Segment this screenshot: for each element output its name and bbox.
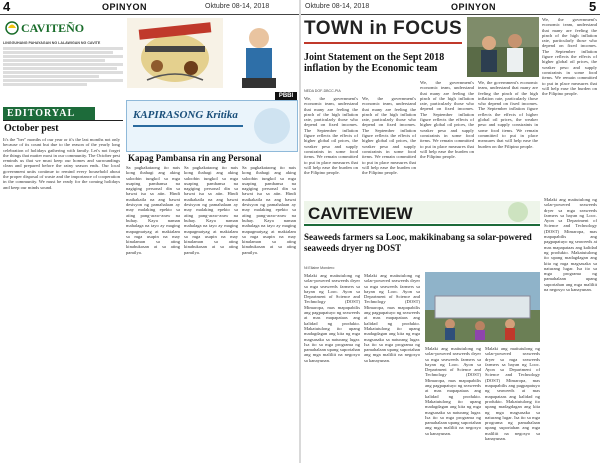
column-body-1: Sa pagkakataong ito nais kong ibahagi ang aking saloobin tungkol sa mga usaping pambansa na nagiging personal din sa bawat isa sa atin. Hindi maikakaila na ang bawat desisyon ng pamahalaan ay may malaking epekto sa ating pang-araw-araw na buhay. Kaya naman mahalaga na tayo ay maging mapagmatyag at makialam sa mga usapin na may kinalaman sa ating kinabukasan at sa ating pamilya. — [126, 165, 180, 255]
section-name: OPINYON — [102, 2, 148, 12]
focus-body-4: We, the government's economic team, understand that many are feeling the pinch of the high inflation rate, particularly those who depend on fixed incomes. The September inflation figure reflects the effects of higher global oil prices, the weaker peso and supply constraints in some food items. We remain committed to put in place measures that will help ease the burden on the Filipino people. — [478, 80, 538, 149]
caviteview-logo: CAVITEVIEW — [308, 204, 413, 223]
caviteno-logo — [4, 17, 90, 39]
editorial-body: It's the "ber" months of our year or it's the last months not only because of its count but due to the reason of the yearly long celebration of holidays gathering with family. Let's not forget the things that matter most in our community. The October pest reminds us that we must keep our homes and surroundings clean and prepared before the rainy season ends. Our local government units continue to remind every household about the proper disposal of waste and the importance of cooperation in the community. We must be ready for the coming holidays and keep our minds sound. — [3, 137, 120, 190]
caviteview-body-1: Malaki ang maitutulong ng solar-powered seaweeds dryer sa mga seaweeds farmers sa bayan ng Looc. Ayon sa Department of Science and Technology (DOST) Mimaropa, mas mapapabilis ang pagpapatuyo ng seaweeds at mas mapapataas ang kalidad ng produkto. Makatutulong ito upang madagdagan ang kita ng mga magsasaka sa naturang lugar. Isa ito sa mga programa ng pamahalaan upang suportahan ang mga maliliit na negosyo sa kanayunan. — [304, 273, 360, 363]
focus-body-2: We, the government's economic team, understand that many are feeling the pinch of the high inflation rate, particularly those who depend on fixed incomes. The September inflation figure reflects the effects of higher global oil prices, the weaker peso and supply constraints in some food items. We remain committed to put in place measures that will help ease the burden on the Filipino people. — [362, 96, 416, 176]
caviteview-byline: Ni Ellaine Mondero — [304, 266, 335, 270]
staff-box — [3, 41, 123, 105]
page-number: 4 — [3, 0, 11, 14]
caviteview-banner — [304, 197, 540, 229]
staff-box-title: LINGGUHANG PAHAYAGAN NG LALAWIGAN NG CAVITE — [3, 41, 101, 45]
caviteview-body-4: Malaki ang maitutulong ng solar-powered seaweeds dryer sa mga seaweeds farmers sa bayan ng Looc. Ayon sa Department of Science and Technology (DOST) Mimaropa, mas mapapabilis ang pagpapatuyo ng seaweeds at mas mapapataas ang kalidad ng produkto. Makatutulong ito upang madagdagan ang kita ng mga magsasaka sa naturang lugar. Isa ito sa mga programa ng pamahalaan upang suportahan ang mga maliliit na negosyo sa kanayunan. — [485, 346, 540, 442]
seaweed-dryer-photo — [425, 272, 540, 342]
town-in-focus-masthead — [304, 17, 464, 45]
caviteno-logo-text: CAVITEÑO — [21, 21, 85, 35]
cartoon-figure — [228, 20, 290, 92]
editorial-label — [3, 107, 95, 120]
focus-byline: NEDA DOF-DBCC-PIA — [304, 89, 341, 93]
town-in-focus-title: TOWN in FOCUS — [304, 18, 463, 39]
editorial-rule — [3, 120, 123, 121]
caviteview-headline: Seaweeds farmers sa Looc, makikinabang sa solar-powered seaweeds dryer ng DOST — [304, 232, 532, 253]
right-page — [301, 0, 600, 463]
caviteview-body-3: Malaki ang maitutulong ng solar-powered seaweeds dryer sa mga seaweeds farmers sa bayan ng Looc. Ayon sa Department of Science and Technology (DOST) Mimaropa, mas mapapabilis ang pagpapatuyo ng seaweeds at mas mapapataas ang kalidad ng produkto. Makatutulong ito upang madagdagan ang kita ng mga magsasaka sa naturang lugar. Isa ito sa mga programa ng pamahalaan upang suportahan ang mga maliliit na negosyo sa kanayunan. — [425, 346, 481, 436]
focus-body-5: We, the government's economic team, understand that many are feeling the pinch of the high inflation rate, particularly those who depend on fixed incomes. The September inflation figure reflects the effects of higher global oil prices, the weaker peso and supply constraints in some food items. We remain committed to put in place measures that will help ease the burden on the Filipino people. — [542, 17, 597, 97]
editorial-cartoon — [127, 18, 223, 88]
right-page-header — [301, 0, 600, 15]
page-number: 5 — [589, 0, 597, 14]
column-title: Kapag Pambansa rin ang Personal — [128, 153, 262, 163]
column-banner — [126, 100, 298, 152]
section-name: OPINYON — [451, 2, 497, 12]
issue-date: Oktubre 08-14, 2018 — [305, 3, 370, 10]
column-name: KAPIRASONG Kritika — [133, 109, 238, 121]
focus-photo — [467, 17, 539, 77]
focus-headline: Joint Statement on the Sept 2018 inflation by the Economic team — [304, 52, 445, 74]
column-body-2: Sa pagkakataong ito nais kong ibahagi ang aking saloobin tungkol sa mga usaping pambansa na nagiging personal din sa bawat isa sa atin. Hindi maikakaila na ang bawat desisyon ng pamahalaan ay may malaking epekto sa ating pang-araw-araw na buhay. Kaya naman mahalaga na tayo ay maging mapagmatyag at makialam sa mga usapin na may kinalaman sa ating kinabukasan at sa ating pamilya. — [184, 165, 238, 255]
left-page-header — [0, 0, 299, 15]
column-body-3: Sa pagkakataong ito nais kong ibahagi ang aking saloobin tungkol sa mga usaping pambansa na nagiging personal din sa bawat isa sa atin. Hindi maikakaila na ang bawat desisyon ng pamahalaan ay may malaking epekto sa ating pang-araw-araw na buhay. Kaya naman mahalaga na tayo ay maging mapagmatyag at makialam sa mga usapin na may kinalaman sa ating kinabukasan at sa ating pamilya. — [242, 165, 296, 255]
focus-body-1: We, the government's economic team, understand that many are feeling the pinch of the high inflation rate, particularly those who depend on fixed incomes. The September inflation figure reflects the effects of higher global oil prices, the weaker peso and supply constraints in some food items. We remain committed to put in place measures that will help ease the burden on the Filipino people. — [304, 96, 358, 176]
staff-box-lines — [3, 47, 123, 86]
focus-body-3: We, the government's economic team, understand that many are feeling the pinch of the high inflation rate, particularly those who depend on fixed incomes. The September inflation figure reflects the effects of higher global oil prices, the weaker peso and supply constraints in some food items. We remain committed to put in place measures that will help ease the burden on the Filipino people. — [420, 80, 474, 160]
left-page — [0, 0, 299, 463]
editorial-label-text: EDITORYAL — [7, 108, 76, 119]
masthead-underline — [304, 42, 462, 44]
editorial-title: October pest — [4, 123, 59, 134]
caviteview-body-2: Malaki ang maitutulong ng solar-powered seaweeds dryer sa mga seaweeds farmers sa bayan ng Looc. Ayon sa Department of Science and Technology (DOST) Mimaropa, mas mapapabilis ang pagpapatuyo ng seaweeds at mas mapapataas ang kalidad ng produkto. Makatutulong ito upang madagdagan ang kita ng mga magsasaka sa naturang lugar. Isa ito sa mga programa ng pamahalaan upang suportahan ang mga maliliit na negosyo sa kanayunan. — [364, 273, 420, 363]
issue-date: Oktubre 08-14, 2018 — [205, 3, 270, 10]
pbbi-stamp-text: PBBI — [278, 93, 294, 99]
caviteview-body-5: Malaki ang maitutulong ng solar-powered seaweeds dryer sa mga seaweeds farmers sa bayan ng Looc. Ayon sa Department of Science and Technology (DOST) Mimaropa, mas mapapabilis ang pagpapatuyo ng seaweeds at mas mapapataas ang kalidad ng produkto. Makatutulong ito upang madagdagan ang kita ng mga magsasaka sa naturang lugar. Isa ito sa mga programa ng pamahalaan upang suportahan ang mga maliliit na negosyo sa kanayunan. — [544, 197, 597, 293]
